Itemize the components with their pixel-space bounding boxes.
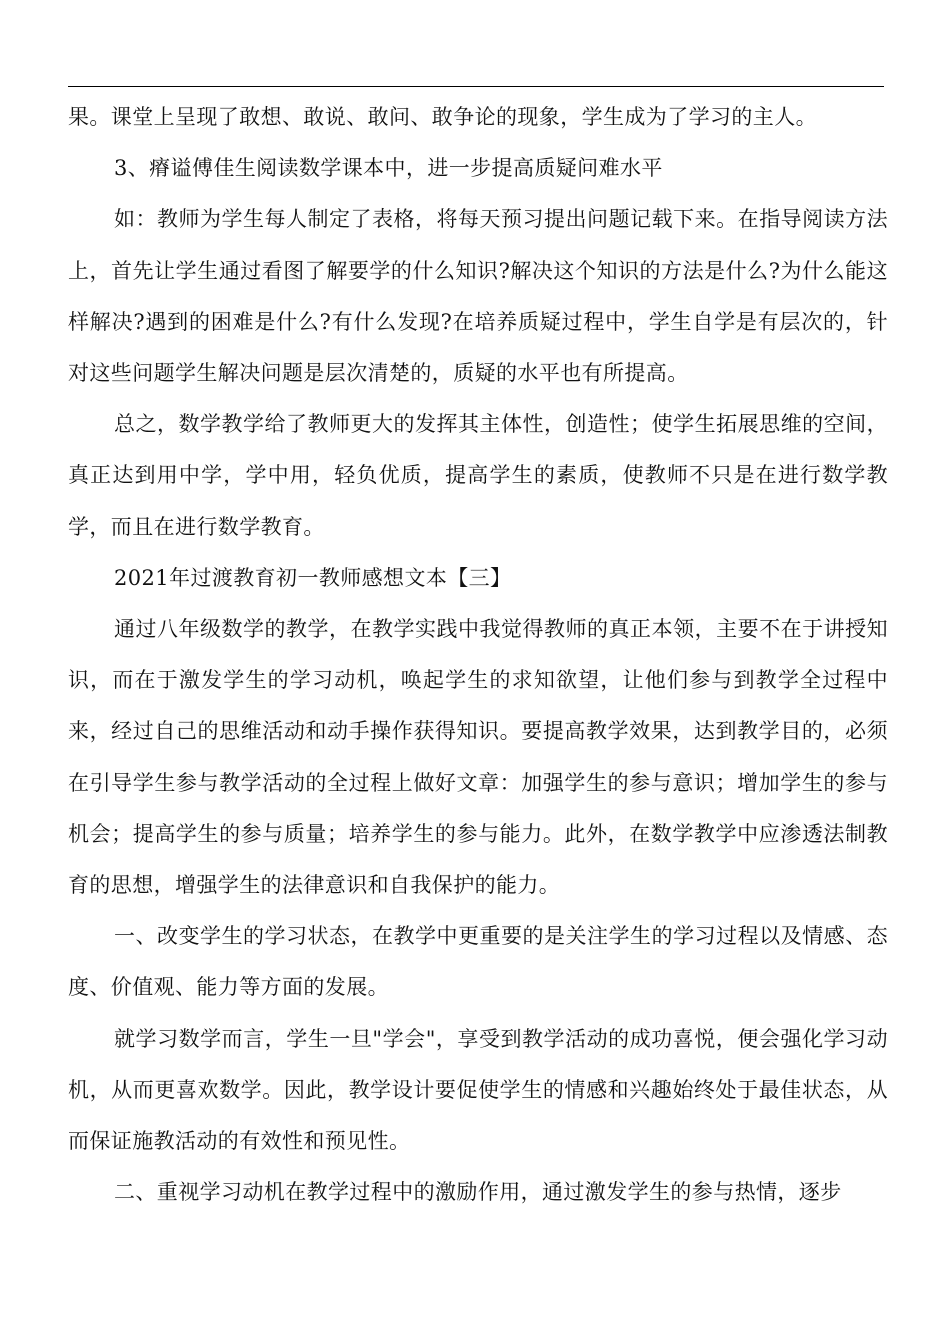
paragraph-point-two: 二、重视学习动机在教学过程中的激励作用，通过激发学生的参与热情，逐步 bbox=[114, 1180, 842, 1205]
paragraph-learning-motivation: 就学习数学而言，学生一旦"学会"，享受到教学活动的成功喜悦，便会强化学习动机，从而更喜欢数学。因此，教学设计要促使学生的情感和兴趣始终处于最佳状态，从而保证施教活动的有效性和预见性。 bbox=[68, 1026, 888, 1154]
paragraph-summary: 总之，数学教学给了教师更大的发挥其主体性，创造性；使学生拓展思维的空间，真正达到用中学，学中用，轻负优质，提高学生的素质，使教师不只是在进行数学教学，而且在进行数学教育。 bbox=[68, 412, 888, 539]
paragraph-example: 如：教师为学生每人制定了表格，将每天预习提出问题记载下来。在指导阅读方法上，首先让学生通过看图了解要学的什么知识?解决这个知识的方法是什么?为什么能这样解决?遇到的困难是什么?有什么发现?在培养质疑过程中，学生自学是有层次的，针对这些问题学生解决问题是层次清楚的，质疑的水平也有所提高。 bbox=[68, 207, 888, 386]
paragraph-intro: 通过八年级数学的教学，在教学实践中我觉得教师的真正本领，主要不在于讲授知识，而在于激发学生的学习动机，唤起学生的求知欲望，让他们参与到教学全过程中来，经过自己的思维活动和动手操作获得知识。要提高教学效果，达到教学目的，必须在引导学生参与教学活动的全过程上做好文章：加强学生的参与意识；增加学生的参与机会；提高学生的参与质量；培养学生的参与能力。此外，在数学教学中应渗透法制教育的思想，增强学生的法律意识和自我保护的能力。 bbox=[68, 617, 888, 898]
paragraph-item-3-heading: 3、瘠谥傅佳生阅读数学课本中，进一步提高质疑问难水平 bbox=[114, 156, 663, 181]
paragraph-point-one: 一、改变学生的学习状态，在教学中更重要的是关注学生的学习过程以及情感、态度、价值观、能力等方面的发展。 bbox=[68, 924, 888, 1000]
paragraph-continuation: 果。课堂上呈现了敢想、敢说、敢问、敢争论的现象，学生成为了学习的主人。 bbox=[68, 105, 817, 129]
document-body bbox=[68, 92, 888, 1218]
section-title: 2021年过渡教育初一教师感想文本【三】 bbox=[114, 565, 512, 590]
header-rule bbox=[68, 86, 884, 87]
